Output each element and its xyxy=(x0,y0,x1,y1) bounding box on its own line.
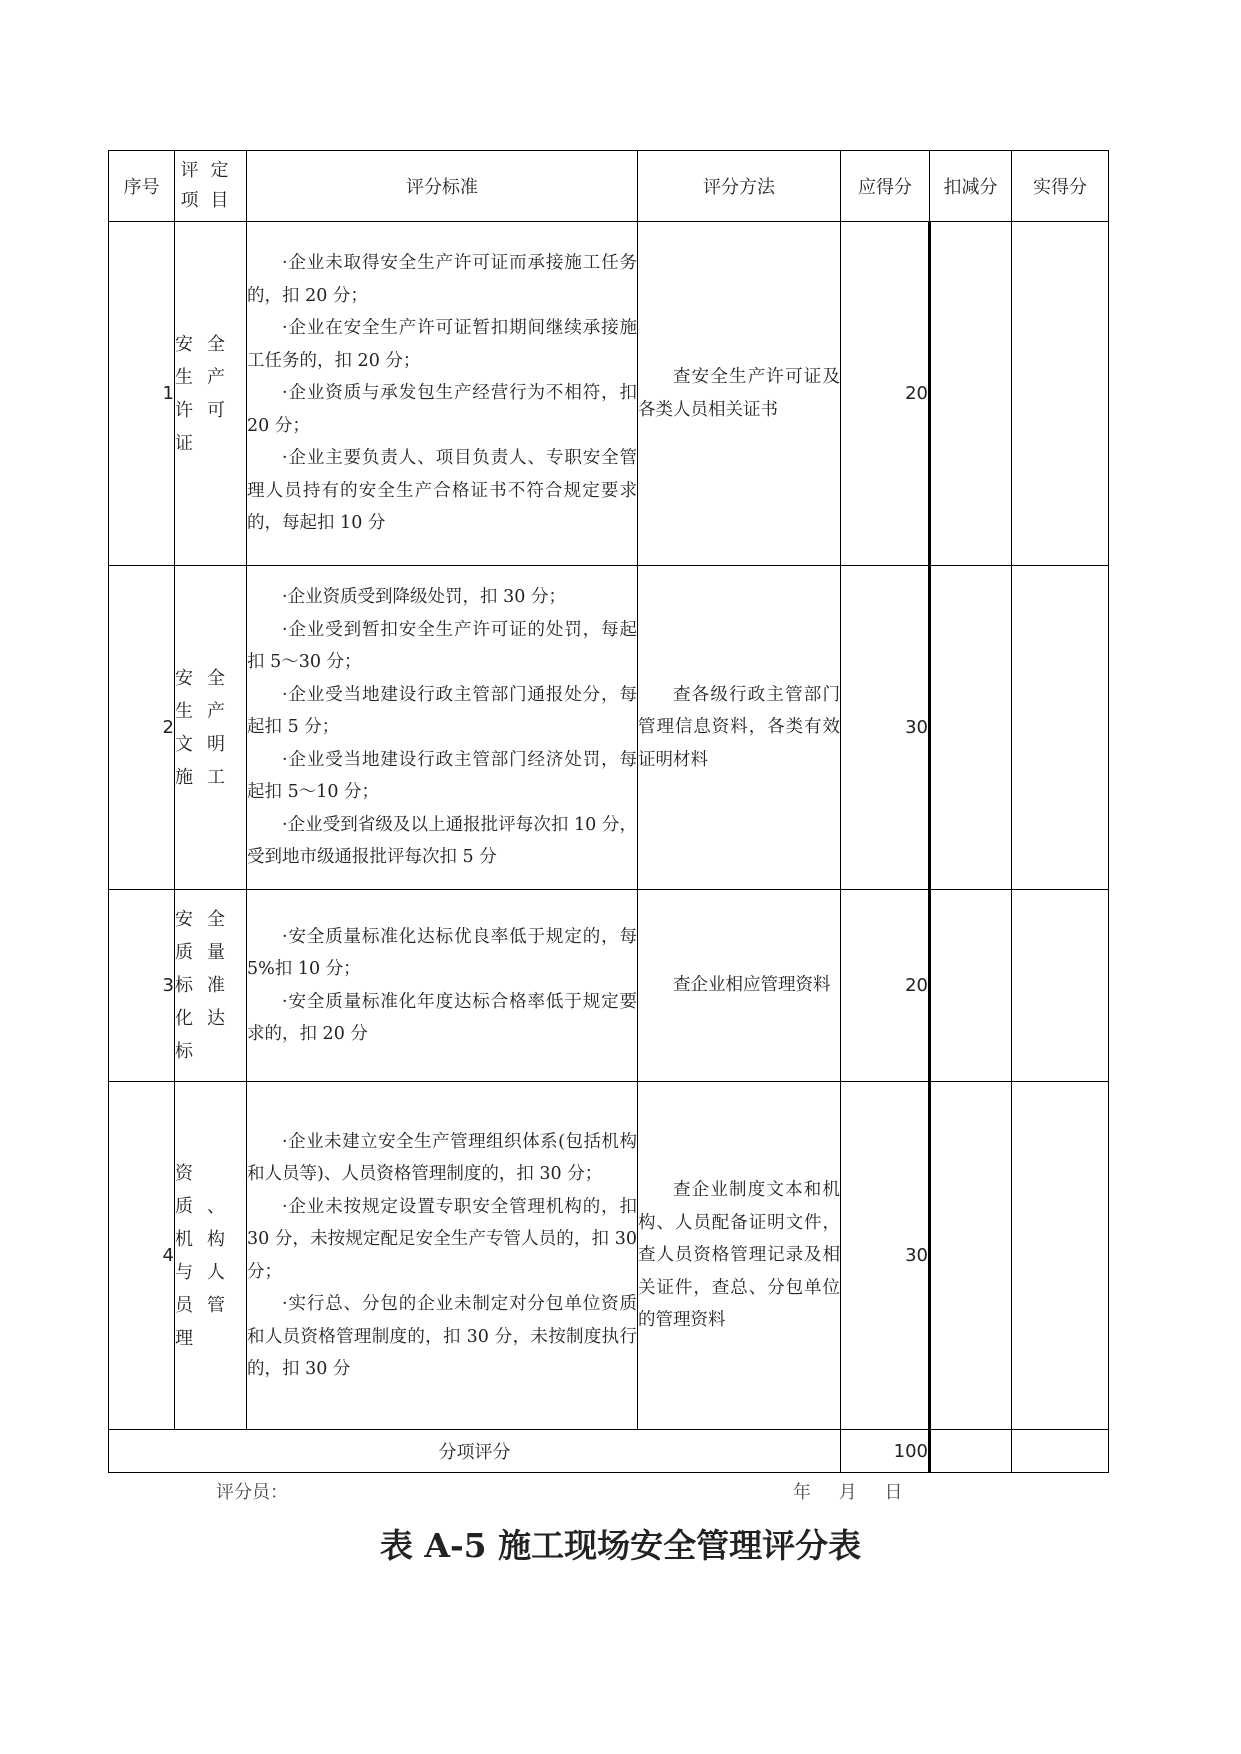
date-label: 年 月 日 xyxy=(793,1482,903,1503)
row-no: 4 xyxy=(109,1082,175,1430)
row-no: 1 xyxy=(109,222,175,566)
row-item: 安全质量标准化达标 xyxy=(175,890,247,1082)
standard-clause: ·企业受到省级及以上通报批评每次扣 10 分，受到地市级通报批评每次扣 5 分 xyxy=(247,814,637,868)
row-full-score: 20 xyxy=(841,222,930,566)
header-row xyxy=(109,151,1109,222)
total-actual[interactable] xyxy=(1012,1430,1109,1473)
row-deduction[interactable] xyxy=(930,890,1012,1082)
standard-clause: ·企业受当地建设行政主管部门通报处分，每起扣 5 分； xyxy=(247,684,637,738)
row-item: 安全生产许可证 xyxy=(175,222,247,566)
row-item: 安全生产文明施工 xyxy=(175,566,247,890)
rater-label: 评分员： xyxy=(216,1482,288,1503)
row-method xyxy=(638,566,841,890)
row-standard xyxy=(247,566,638,890)
standard-clause: ·企业受当地建设行政主管部门经济处罚，每起扣 5～10 分； xyxy=(247,749,637,803)
table-row xyxy=(109,890,1109,1082)
table-row xyxy=(109,1082,1109,1430)
method-text: 查各级行政主管部门管理信息资料，各类有效证明材料 xyxy=(638,684,840,770)
row-deduction[interactable] xyxy=(930,1082,1012,1430)
table-row xyxy=(109,222,1109,566)
signature-line xyxy=(108,1478,1108,1508)
table-row xyxy=(109,566,1109,890)
method-text: 查企业相应管理资料 xyxy=(673,975,831,996)
next-table-title: 表 A-5 施工现场安全管理评分表 xyxy=(379,1526,862,1565)
row-method xyxy=(638,890,841,1082)
header-item: 评定项目 xyxy=(175,151,247,222)
total-deduction[interactable] xyxy=(930,1430,1012,1473)
row-actual[interactable] xyxy=(1012,1082,1109,1430)
header-deduction: 扣减分 xyxy=(930,151,1012,222)
row-full-score: 30 xyxy=(841,1082,930,1430)
row-method xyxy=(638,222,841,566)
row-full-score: 30 xyxy=(841,566,930,890)
row-full-score: 20 xyxy=(841,890,930,1082)
row-standard xyxy=(247,890,638,1082)
row-actual[interactable] xyxy=(1012,222,1109,566)
method-text: 查企业制度文本和机构、人员配备证明文件，查人员资格管理记录及相关证件，查总、分包单位的管理资料 xyxy=(638,1180,840,1331)
header-method: 评分方法 xyxy=(638,151,841,222)
standard-clause: ·企业未建立安全生产管理组织体系(包括机构和人员等)、人员资格管理制度的，扣 30 分； xyxy=(247,1131,637,1184)
standard-clause: ·企业未按规定设置专职安全管理机构的，扣 30 分，未按规定配足安全生产专管人员的，扣 30 分； xyxy=(247,1196,637,1282)
scoring-table xyxy=(108,150,1109,1473)
header-no: 序号 xyxy=(109,151,175,222)
standard-clause: ·安全质量标准化年度达标合格率低于规定要求的，扣 20 分 xyxy=(247,991,637,1044)
total-full-score: 100 xyxy=(841,1430,930,1473)
standard-clause: ·企业资质受到降级处罚，扣 30 分； xyxy=(282,587,566,608)
row-actual[interactable] xyxy=(1012,566,1109,890)
standard-clause: ·实行总、分包的企业未制定对分包单位资质和人员资格管理制度的，扣 30 分，未按制度执行的，扣 30 分 xyxy=(247,1294,637,1379)
row-method xyxy=(638,1082,841,1430)
row-no: 2 xyxy=(109,566,175,890)
header-full-score: 应得分 xyxy=(841,151,930,222)
method-text: 查安全生产许可证及各类人员相关证书 xyxy=(638,367,840,420)
header-standard: 评分标准 xyxy=(247,151,638,222)
row-deduction[interactable] xyxy=(930,222,1012,566)
total-label: 分项评分 xyxy=(109,1430,841,1473)
standard-clause: ·企业未取得安全生产许可证而承接施工任务的，扣 20 分； xyxy=(247,253,637,306)
standard-clause: ·企业主要负责人、项目负责人、专职安全管理人员持有的安全生产合格证书不符合规定要求的，每起扣 10 分 xyxy=(247,448,637,534)
total-row xyxy=(109,1430,1109,1473)
row-actual[interactable] xyxy=(1012,890,1109,1082)
score-sheet xyxy=(108,150,1108,1473)
row-standard xyxy=(247,1082,638,1430)
standard-clause: ·企业受到暂扣安全生产许可证的处罚，每起扣 5～30 分； xyxy=(247,619,637,673)
standard-clause: ·企业在安全生产许可证暂扣期间继续承接施工任务的，扣 20 分； xyxy=(247,318,637,371)
row-no: 3 xyxy=(109,890,175,1082)
standard-clause: ·企业资质与承发包生产经营行为不相符，扣 20 分； xyxy=(247,383,637,436)
header-actual: 实得分 xyxy=(1012,151,1109,222)
row-deduction[interactable] xyxy=(930,566,1012,890)
row-standard xyxy=(247,222,638,566)
standard-clause: ·安全质量标准化达标优良率低于规定的，每 5%扣 10 分； xyxy=(247,926,637,979)
row-item: 资质、机构与人员管理 xyxy=(175,1082,247,1430)
